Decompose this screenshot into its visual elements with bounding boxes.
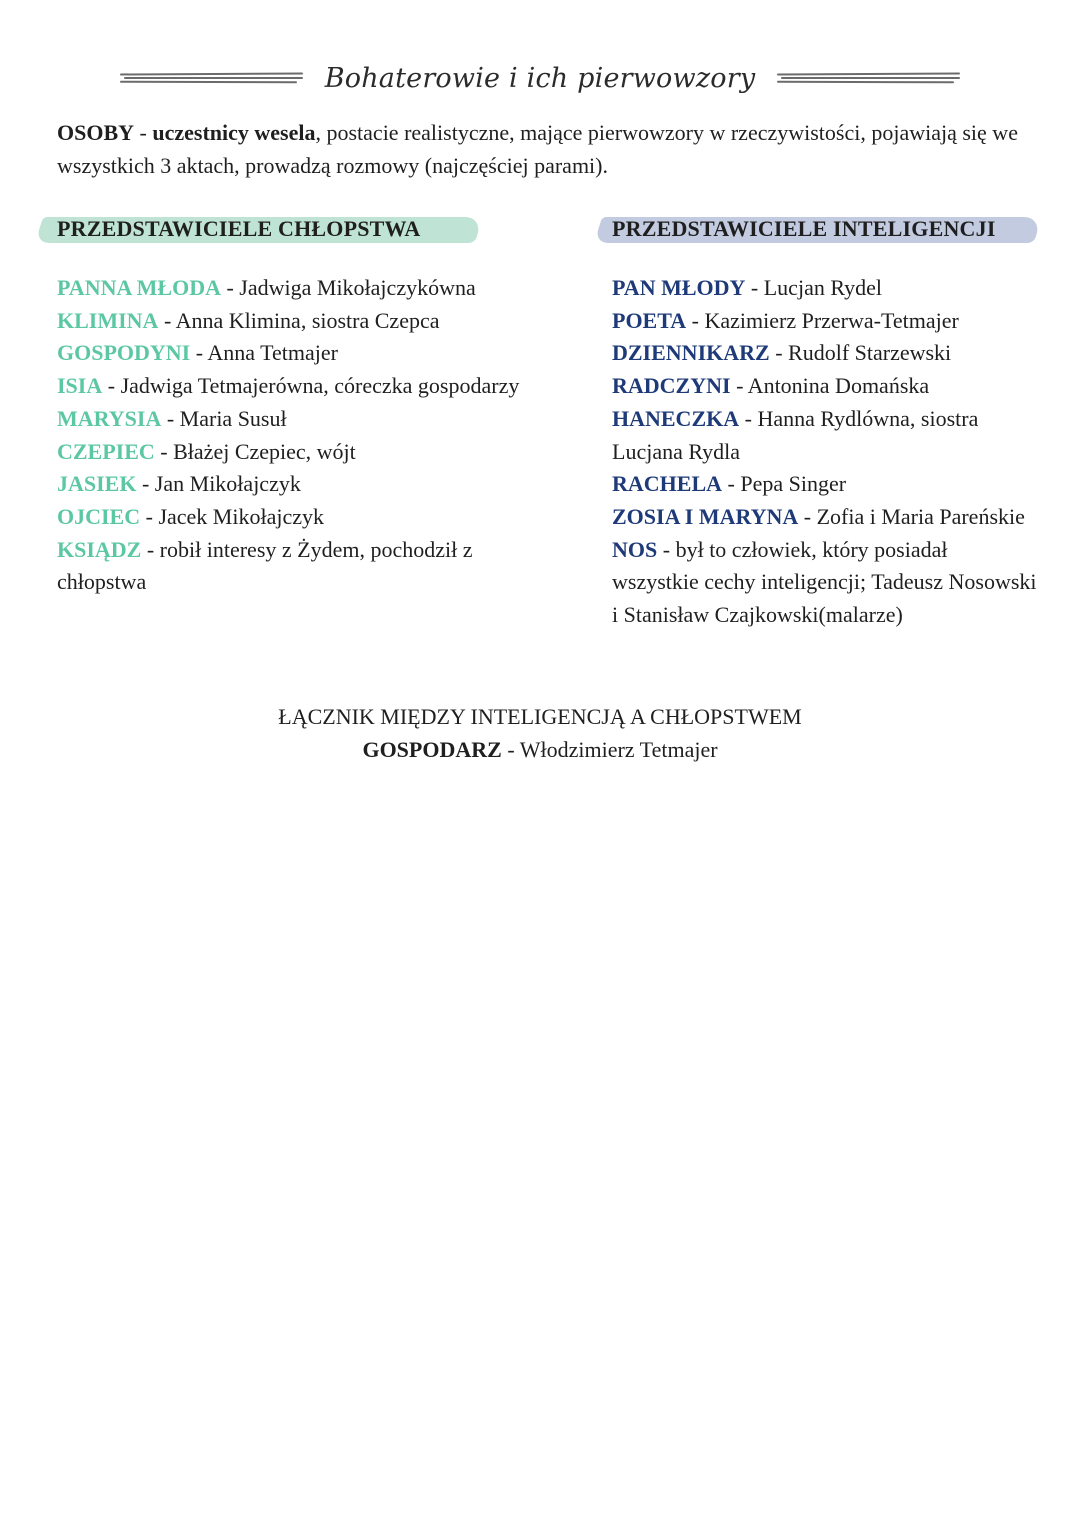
character-desc: - Maria Susuł — [161, 405, 287, 431]
character-entry — [612, 337, 1037, 370]
character-desc: - Jadwiga Tetmajerówna, córeczka gospodarzy — [102, 373, 520, 399]
character-entry — [612, 501, 1037, 534]
link-heading: ŁĄCZNIK MIĘDZY INTELIGENCJĄ A CHŁOPSTWEM — [278, 704, 802, 729]
character-name: GOSPODYNI — [57, 340, 191, 366]
intelligentsia-heading: PRZEDSTAWICIELE INTELIGENCJI — [612, 212, 1037, 246]
character-desc: - Anna Klimina, siostra Czepca — [158, 307, 440, 333]
intelligentsia-list — [612, 272, 1037, 632]
character-name: PANNA MŁODA — [57, 275, 221, 300]
character-entry — [57, 534, 527, 599]
character-desc: - Kazimierz Przerwa-Tetmajer — [686, 307, 959, 333]
intro-separator: - — [134, 120, 153, 145]
character-name: JASIEK — [57, 471, 137, 497]
character-entry — [612, 272, 1037, 305]
character-name: DZIENNIKARZ — [612, 340, 770, 366]
character-desc: - Pepa Singer — [722, 471, 847, 497]
character-desc: - Hanna Rydlówna, siostra Lucjana Rydla — [612, 405, 979, 464]
header-rule-right — [777, 72, 960, 84]
character-name: CZEPIEC — [57, 438, 155, 464]
character-name: RACHELA — [612, 471, 723, 497]
page-title: Bohaterowie i ich pierwowzory — [324, 62, 756, 94]
intro-paragraph — [57, 116, 1032, 182]
character-entry — [57, 468, 527, 501]
character-name: KLIMINA — [57, 307, 159, 333]
character-name: ZOSIA I MARYNA — [612, 503, 799, 529]
page-header — [120, 50, 960, 106]
character-entry — [612, 403, 1037, 468]
character-desc: - Jacek Mikołajczyk — [140, 503, 324, 529]
character-entry — [612, 534, 1037, 632]
character-name: MARYSIA — [57, 405, 162, 431]
character-name: KSIĄDZ — [57, 536, 142, 562]
character-desc: - Rudolf Starzewski — [769, 340, 952, 366]
character-name: GOSPODARZ — [362, 737, 502, 762]
character-name: POETA — [612, 307, 687, 333]
character-entry — [57, 501, 527, 534]
peasants-list — [57, 272, 527, 599]
character-name: PAN MŁODY — [612, 275, 746, 300]
character-entry — [612, 468, 1037, 501]
character-name: RADCZYNI — [612, 373, 731, 399]
header-rule-left — [120, 72, 303, 84]
character-desc: - Anna Tetmajer — [190, 340, 338, 366]
character-name: OJCIEC — [57, 503, 141, 529]
intro-highlight: uczestnicy wesela — [152, 120, 316, 145]
character-entry — [57, 436, 527, 469]
character-desc: - Lucjan Rydel — [745, 275, 882, 300]
character-desc: - Błażej Czepiec, wójt — [154, 438, 356, 464]
character-desc: - Antonina Domańska — [730, 373, 930, 399]
intelligentsia-section — [612, 212, 1037, 632]
character-name: HANECZKA — [612, 405, 740, 431]
character-entry — [57, 370, 527, 403]
peasants-section — [57, 212, 527, 599]
character-desc: - Włodzimierz Tetmajer — [501, 737, 718, 762]
character-entry — [57, 272, 527, 305]
character-entry — [57, 403, 527, 436]
character-desc: - Jan Mikołajczyk — [136, 471, 301, 497]
character-entry — [57, 337, 527, 370]
character-desc: - robił interesy z Żydem, pochodził z chłopstwa — [57, 536, 473, 595]
character-desc: - Jadwiga Mikołajczykówna — [220, 275, 476, 300]
character-entry — [612, 370, 1037, 403]
link-section — [0, 700, 1080, 766]
peasants-heading: PRZEDSTAWICIELE CHŁOPSTWA — [57, 212, 527, 246]
intro-term: OSOBY — [57, 120, 135, 145]
character-name: NOS — [612, 536, 658, 562]
character-entry — [612, 305, 1037, 338]
character-desc: - był to człowiek, który posiadał wszystkie cechy inteligencji; Tadeusz Nosowski i Stanisław Czajkowski(malarze) — [612, 536, 1037, 628]
character-entry — [57, 305, 527, 338]
intro-rest: , postacie realistyczne, mające pierwowzory w rzeczywistości, pojawiają się we wszystkich 3 aktach, prowadzą rozmowy (najczęściej parami). — [57, 120, 1018, 178]
link-entry — [0, 733, 1080, 766]
character-desc: - Zofia i Maria Pareńskie — [798, 503, 1025, 529]
character-name: ISIA — [57, 373, 103, 399]
